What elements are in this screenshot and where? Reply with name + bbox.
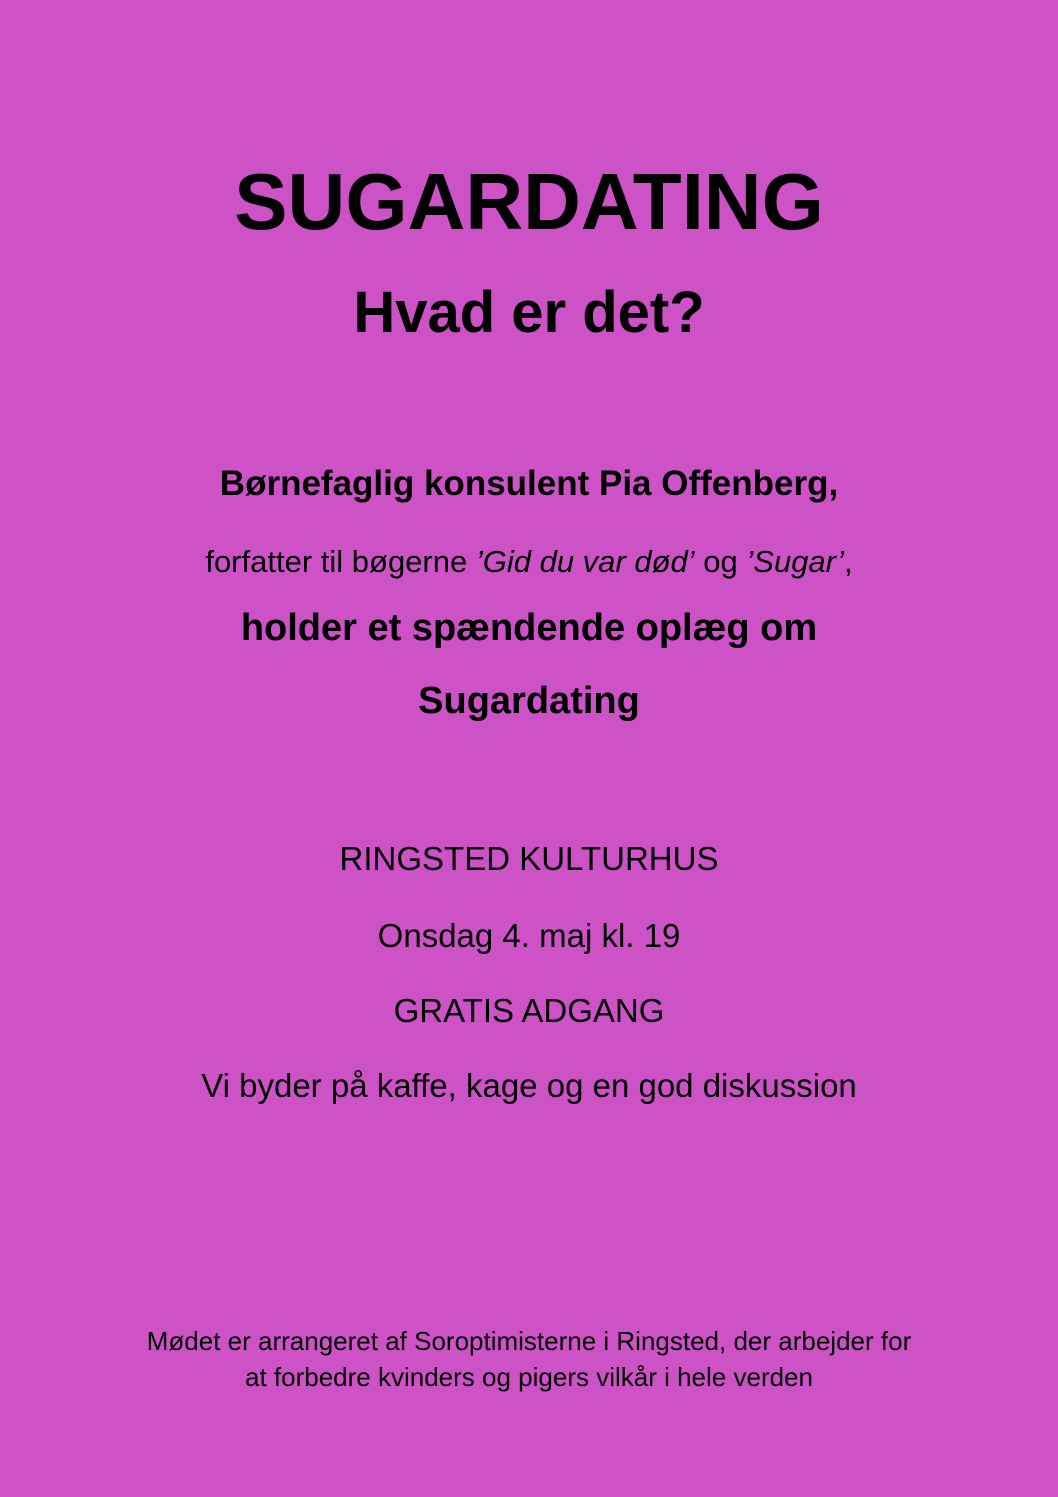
book-title-1: ’Gid du var død’ bbox=[475, 544, 695, 579]
author-line bbox=[0, 542, 1058, 582]
poster-subtitle: Hvad er det? bbox=[353, 280, 705, 345]
talk-line-2: Sugardating bbox=[418, 680, 640, 722]
event-date: Onsdag 4. maj kl. 19 bbox=[377, 917, 681, 954]
speaker-line: Børnefaglig konsulent Pia Offenberg, bbox=[219, 464, 839, 503]
poster-title: SUGARDATING bbox=[234, 157, 824, 246]
talk-line-1: holder et spændende oplæg om bbox=[240, 607, 818, 649]
book-title-2: ’Sugar’ bbox=[746, 544, 845, 579]
organizer-line-2: at forbedre kvinders og pigers vilkår i hele verden bbox=[245, 1362, 813, 1392]
event-venue: RINGSTED KULTURHUS bbox=[339, 840, 719, 877]
author-suffix: , bbox=[844, 544, 853, 579]
event-offer: Vi byder på kaffe, kage og en god diskussion bbox=[201, 1067, 857, 1104]
author-middle: og bbox=[694, 544, 747, 579]
author-prefix: forfatter til bøgerne bbox=[205, 544, 476, 579]
organizer-line-1: Mødet er arrangeret af Soroptimisterne i Ringsted, der arbejder for bbox=[146, 1326, 912, 1356]
event-admission: GRATIS ADGANG bbox=[393, 992, 665, 1029]
